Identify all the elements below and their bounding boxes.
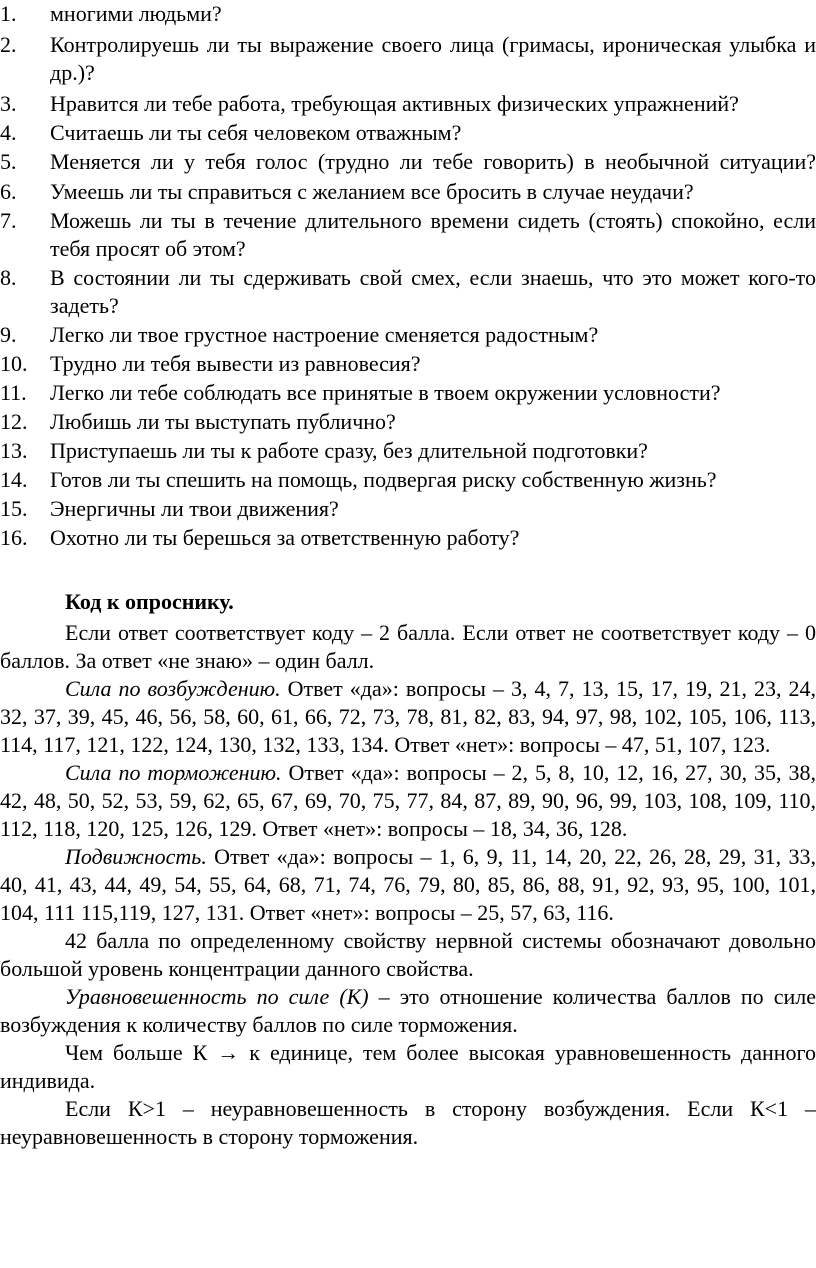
inhibition-paragraph bbox=[0, 759, 816, 843]
item-number: 7. bbox=[0, 208, 17, 233]
item-text: Можешь ли ты в течение длительного времени сидеть (стоять) спокойно, если тебя просят об этом? bbox=[50, 208, 816, 261]
item-number: 8. bbox=[0, 265, 17, 290]
item-number: 16. bbox=[0, 525, 28, 550]
balance-paragraph bbox=[0, 983, 816, 1039]
key-intro: Если ответ соответствует коду – 2 балла. Если ответ не соответствует коду – 0 баллов. За ответ «не знаю» – один балл. bbox=[0, 620, 816, 673]
key-heading: Код к опроснику. bbox=[65, 589, 234, 614]
list-item bbox=[0, 437, 816, 465]
balance-text: – это отношение количества баллов по силе возбуждения к количеству баллов по силе торможения. bbox=[0, 984, 816, 1037]
list-item bbox=[0, 321, 816, 349]
item-text: Готов ли ты спешить на помощь, подвергая риску собственную жизнь? bbox=[50, 467, 717, 492]
mobility-text: Ответ «да»: вопросы – 1, 6, 9, 11, 14, 20, 22, 26, 28, 29, 31, 33, 40, 41, 43, 44, 49, 54, 55, 64, 68, 71, 74, 76, 79, 80, 85, 86, 88, 91, 92, 93, 95, 100, 101, 104, 111 115,119, 127, 131. Ответ «нет»: вопросы – 25, 57, 63, 116. bbox=[0, 844, 816, 925]
list-item bbox=[0, 524, 816, 552]
closer-paragraph: Чем больше К → к единице, тем более высокая уравновешенность данного индивида. bbox=[0, 1040, 816, 1093]
balance-label: Уравновешенность по силе (К) bbox=[65, 984, 369, 1009]
item-text: Меняется ли у тебя голос (трудно ли тебе говорить) в необычной ситуации? bbox=[50, 149, 816, 174]
list-item bbox=[0, 207, 816, 263]
list-item bbox=[0, 148, 816, 176]
item-number: 14. bbox=[0, 467, 28, 492]
imbalance-paragraph: Если К>1 – неуравновешенность в сторону возбуждения. Если К<1 – неуравновешенность в сторону торможения. bbox=[0, 1096, 816, 1149]
excitation-label: Сила по возбуждению. bbox=[65, 676, 281, 701]
item-text: многими людьми? bbox=[50, 1, 222, 26]
item-number: 5. bbox=[0, 149, 17, 174]
item-number: 15. bbox=[0, 496, 28, 521]
answer-key bbox=[0, 588, 816, 1151]
item-number: 11. bbox=[0, 380, 27, 405]
item-number: 9. bbox=[0, 322, 17, 347]
item-text: В состоянии ли ты сдерживать свой смех, если знаешь, что это может кого-то задеть? bbox=[50, 265, 816, 318]
threshold-paragraph: 42 балла по определенному свойству нервной системы обозначают довольно большой уровень концентрации данного свойства. bbox=[0, 928, 816, 981]
inhibition-label: Сила по торможению. bbox=[65, 760, 282, 785]
list-item bbox=[0, 495, 816, 523]
item-text: Умеешь ли ты справиться с желанием все бросить в случае неудачи? bbox=[50, 179, 694, 204]
item-text: Легко ли тебе соблюдать все принятые в твоем окружении условности? bbox=[50, 380, 721, 405]
item-number: 4. bbox=[0, 120, 17, 145]
item-text: Любишь ли ты выступать публично? bbox=[50, 409, 396, 434]
question-list bbox=[0, 0, 816, 552]
item-text: Приступаешь ли ты к работе сразу, без длительной подготовки? bbox=[50, 438, 648, 463]
item-number: 6. bbox=[0, 179, 17, 204]
item-number: 10. bbox=[0, 351, 28, 376]
list-item bbox=[0, 408, 816, 436]
list-item bbox=[0, 0, 816, 28]
mobility-label: Подвижность. bbox=[65, 844, 207, 869]
mobility-paragraph bbox=[0, 843, 816, 927]
list-item bbox=[0, 90, 816, 118]
item-text: Энергичны ли твои движения? bbox=[50, 496, 339, 521]
item-text: Нравится ли тебе работа, требующая активных физических упражнений? bbox=[50, 91, 739, 116]
item-number: 3. bbox=[0, 91, 17, 116]
item-number: 2. bbox=[0, 32, 17, 57]
excitation-text: Ответ «да»: вопросы – 3, 4, 7, 13, 15, 17, 19, 21, 23, 24, 32, 37, 39, 45, 46, 56, 58, 60, 61, 66, 72, 73, 78, 81, 82, 83, 94, 97, 98, 102, 105, 106, 113, 114, 117, 121, 122, 124, 130, 132, 133, 134. Ответ «нет»: вопросы – 47, 51, 107, 123. bbox=[0, 676, 816, 757]
list-item bbox=[0, 466, 816, 494]
list-item bbox=[0, 31, 816, 87]
item-number: 12. bbox=[0, 409, 28, 434]
list-item bbox=[0, 178, 816, 206]
excitation-paragraph bbox=[0, 675, 816, 759]
item-number: 1. bbox=[0, 1, 17, 26]
item-text: Считаешь ли ты себя человеком отважным? bbox=[50, 120, 462, 145]
item-number: 13. bbox=[0, 438, 28, 463]
item-text: Контролируешь ли ты выражение своего лица (гримасы, ироническая улыбка и др.)? bbox=[50, 32, 816, 85]
list-item bbox=[0, 379, 816, 407]
inhibition-text: Ответ «да»: вопросы – 2, 5, 8, 10, 12, 16, 27, 30, 35, 38, 42, 48, 50, 52, 53, 59, 62, 65, 67, 69, 70, 75, 77, 84, 87, 89, 90, 96, 99, 103, 108, 109, 110, 112, 118, 120, 125, 126, 129. Ответ «нет»: вопросы – 18, 34, 36, 128. bbox=[0, 760, 816, 841]
item-text: Легко ли твое грустное настроение сменяется радостным? bbox=[50, 322, 599, 347]
item-text: Охотно ли ты берешься за ответственную работу? bbox=[50, 525, 520, 550]
item-text: Трудно ли тебя вывести из равновесия? bbox=[50, 351, 421, 376]
list-item bbox=[0, 350, 816, 378]
list-item bbox=[0, 119, 816, 147]
list-item bbox=[0, 264, 816, 320]
